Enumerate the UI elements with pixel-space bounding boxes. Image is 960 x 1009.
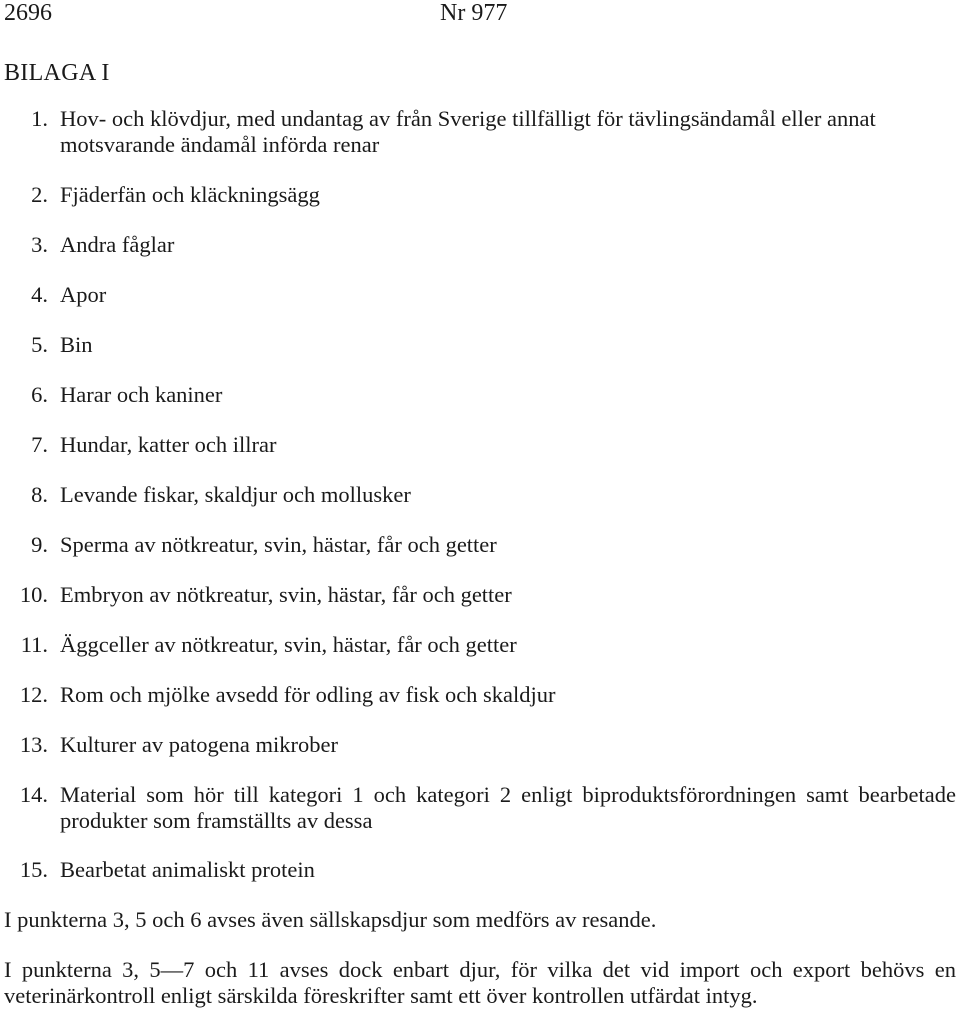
list-item: [4, 682, 956, 708]
note-paragraph: I punkterna 3, 5 och 6 avses även sällskapsdjur som medförs av resande.: [4, 907, 657, 932]
item-number: 9.: [31, 532, 48, 557]
item-text: Levande fiskar, skaldjur och mollusker: [60, 482, 411, 507]
item-text: Äggceller av nötkreatur, svin, hästar, får och getter: [60, 632, 517, 657]
item-number: 7.: [31, 432, 48, 457]
item-number: 1.: [31, 106, 48, 131]
list-item: [4, 432, 956, 458]
item-number: 14.: [19, 782, 48, 807]
list-item: [4, 182, 956, 208]
list-item: [4, 282, 956, 308]
item-text: Embryon av nötkreatur, svin, hästar, får och getter: [60, 582, 512, 607]
item-number: 12.: [19, 682, 48, 707]
item-text: Hundar, katter och illrar: [60, 432, 277, 457]
item-text: Bearbetat animaliskt protein: [60, 857, 315, 882]
note-paragraph: I punkterna 3, 5—7 och 11 avses dock enbart djur, för vilka det vid import och export behövs en veterinärkontroll enligt särskilda föreskrifter samt ett över kontrollen utfärdat intyg.: [4, 957, 956, 1008]
item-text: Apor: [60, 282, 107, 307]
list-item: [4, 532, 956, 558]
list-item: [4, 332, 956, 358]
item-number: 8.: [31, 482, 48, 507]
item-text: Bin: [60, 332, 93, 357]
page-number: 2696: [4, 0, 52, 26]
list-item: [4, 482, 956, 508]
list-item: [4, 782, 956, 834]
item-number: 6.: [31, 382, 48, 407]
appendix-heading: BILAGA I: [4, 60, 110, 86]
list-item: [4, 232, 956, 258]
item-text: Kulturer av patogena mikrober: [60, 732, 339, 757]
item-text: Hov- och klövdjur, med undantag av från Sverige tillfälligt för tävlingsändamål eller annat motsvarande ändamål införda renar: [60, 106, 876, 157]
item-number: 4.: [31, 282, 48, 307]
list-item: [4, 632, 956, 658]
item-text: Material som hör till kategori 1 och kategori 2 enligt biproduktsförordningen samt bearbetade produkter som framställts av dessa: [60, 782, 956, 833]
item-number: 10.: [19, 582, 48, 607]
item-text: Fjäderfän och kläckningsägg: [60, 182, 320, 207]
list-item: [4, 382, 956, 408]
list-item: [4, 582, 956, 608]
item-number: 15.: [19, 857, 48, 882]
item-number: 3.: [31, 232, 48, 257]
item-number: 13.: [19, 732, 48, 757]
list-item: [4, 732, 956, 758]
list-item: [4, 857, 956, 883]
item-text: Rom och mjölke avsedd för odling av fisk och skaldjur: [60, 682, 556, 707]
item-text: Harar och kaniner: [60, 382, 223, 407]
item-text: Sperma av nötkreatur, svin, hästar, får och getter: [60, 532, 497, 557]
item-number: 5.: [31, 332, 48, 357]
list-item: [4, 106, 956, 158]
document-number: Nr 977: [440, 0, 508, 26]
item-text: Andra fåglar: [60, 232, 175, 257]
item-number: 2.: [31, 182, 48, 207]
item-number: 11.: [20, 632, 48, 657]
